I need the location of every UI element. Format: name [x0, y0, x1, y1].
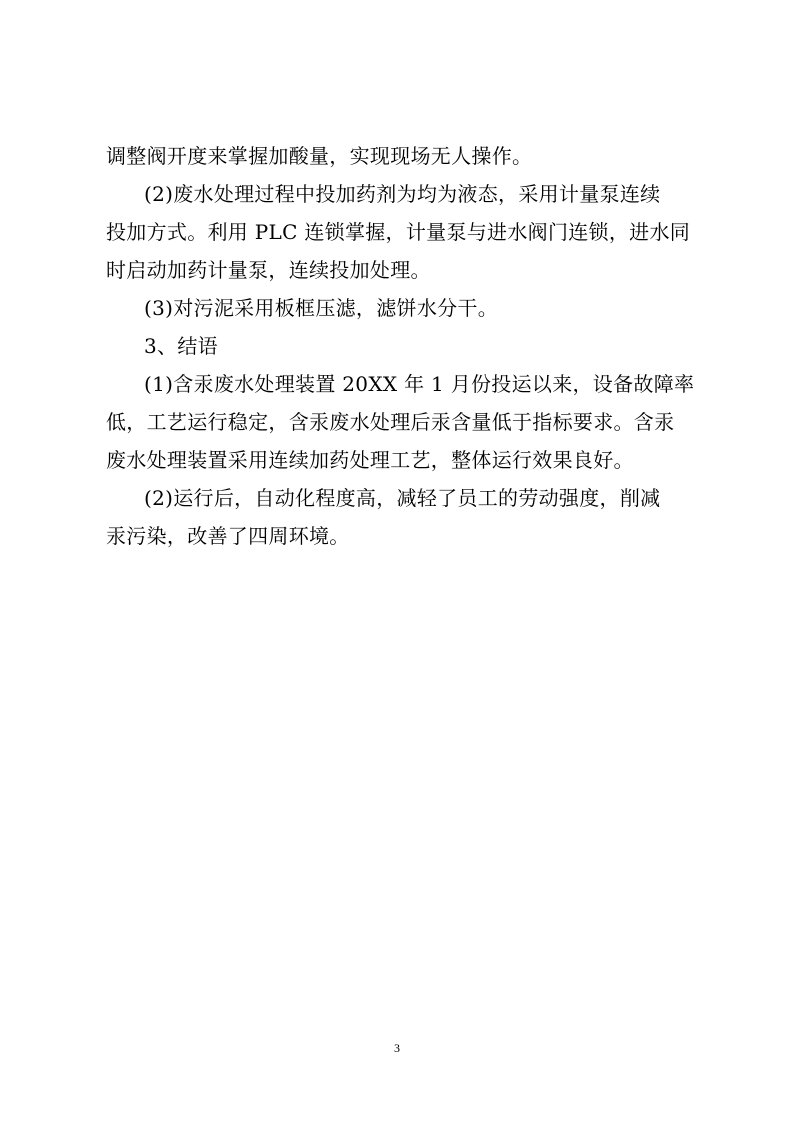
paragraph-line: (2)运行后，自动化程度高，减轻了员工的劳动强度，削减 — [144, 486, 661, 510]
paragraph-line: 废水处理装置采用连续加药处理工艺，整体运行效果良好。 — [106, 448, 634, 472]
section-heading: 3、结语 — [144, 334, 218, 358]
paragraph-line: 时启动加药计量泵，连续投加处理。 — [106, 258, 431, 282]
paragraph-line: (1)含汞废水处理装置 20XX 年 1 月份投运以来，设备故障率 — [144, 372, 695, 396]
page-number: 3 — [394, 1041, 400, 1055]
paragraph-line: 调整阀开度来掌握加酸量，实现现场无人操作。 — [106, 144, 533, 168]
paragraph-line: (3)对污泥采用板框压滤，滤饼水分干。 — [144, 296, 499, 320]
paragraph-line: 汞污染，改善了四周环境。 — [106, 524, 350, 548]
paragraph-line: 投加方式。利用 PLC 连锁掌握，计量泵与进水阀门连锁，进水同 — [106, 220, 691, 244]
paragraph-line: (2)废水处理过程中投加药剂为均为液态，采用计量泵连续 — [144, 182, 661, 206]
paragraph-line: 低，工艺运行稳定，含汞废水处理后汞含量低于指标要求。含汞 — [106, 410, 675, 434]
